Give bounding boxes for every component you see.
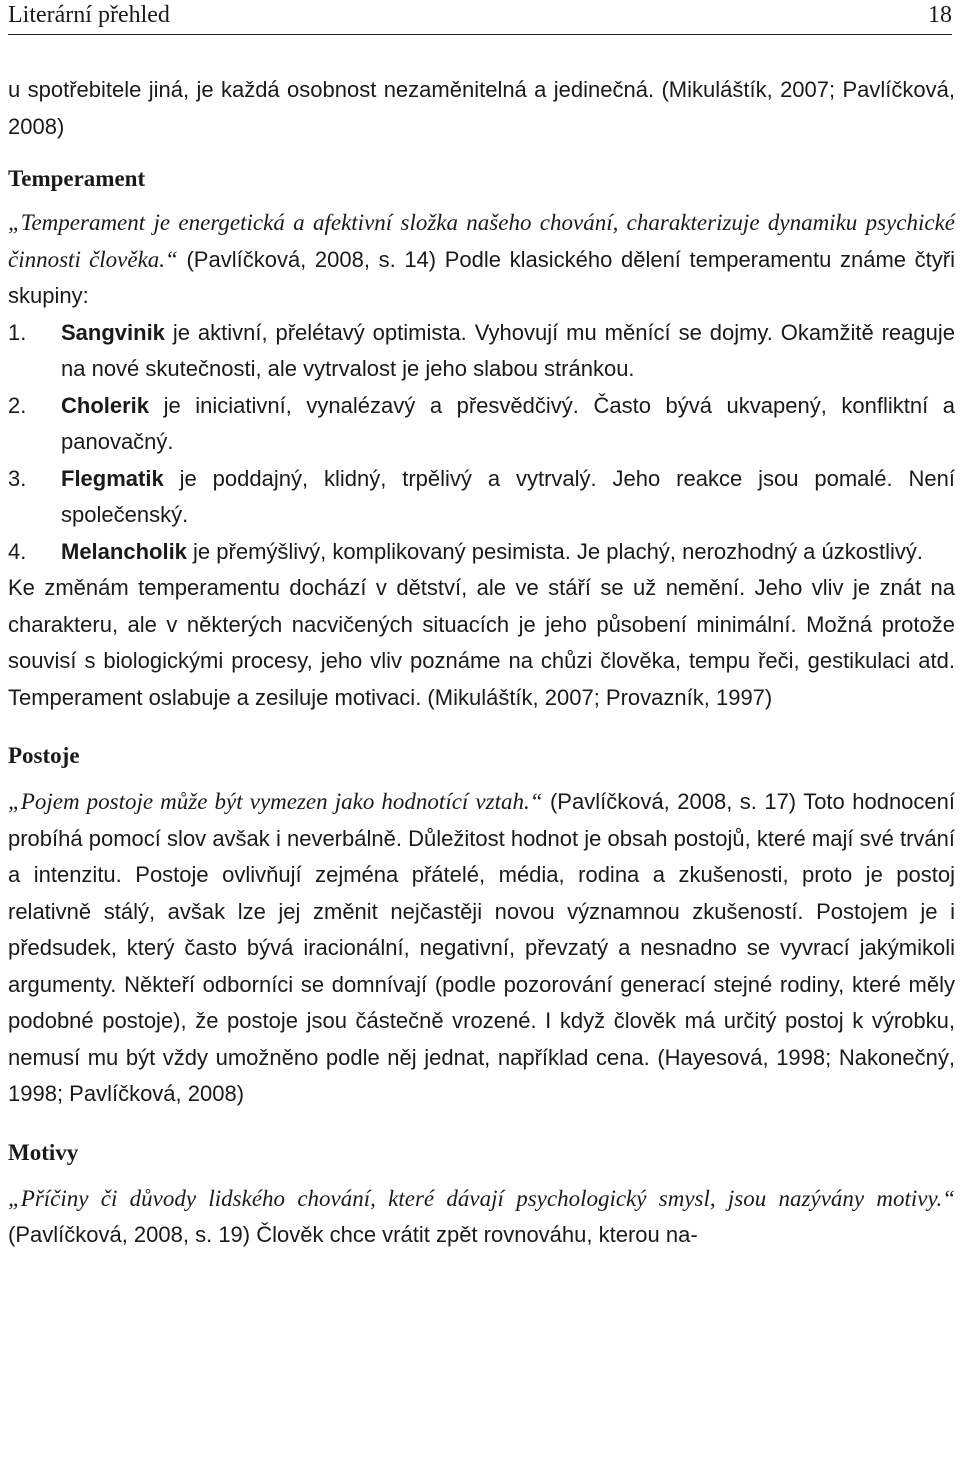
temperament-quote: „Temperament je energetická a afektivní složka našeho chování, charakterizuje dynamiku psychické činnosti člověka.“ (8, 210, 955, 272)
running-header (8, 0, 952, 35)
list-item (8, 388, 955, 461)
term-flegmatik: Flegmatik (61, 465, 164, 491)
list-item (8, 315, 955, 388)
list-number: 4. (8, 538, 27, 564)
list-item (8, 461, 955, 534)
term-melancholik: Melancholik (61, 538, 187, 564)
motivy-text: (Pavlíčková, 2008, s. 19) Člověk chce vrátit zpět rovnováhu, kterou na- (8, 1222, 698, 1247)
list-number: 1. (8, 319, 27, 345)
postoje-quote: „Pojem postoje může být vymezen jako hodnotící vztah.“ (8, 789, 543, 814)
motivy-quote: „Příčiny či důvody lidského chování, které dávají psychologický smysl, jsou nazývány motivy.“ (8, 1185, 955, 1211)
temperament-types-list (8, 315, 955, 571)
intro-paragraph: u spotřebitele jiná, je každá osobnost nezaměnitelná a jedinečná. (Mikuláštík, 2007; Pavlíčková, 2008) (8, 77, 955, 139)
list-number: 3. (8, 465, 27, 491)
heading-motivy: Motivy (8, 1139, 79, 1165)
postoje-paragraph (8, 784, 955, 1113)
term-description: je aktivní, přelétavý optimista. Vyhovují mu měnící se dojmy. Okamžitě reaguje na nové skutečnosti, ale vytrvalost je jeho slabou stránkou. (61, 319, 955, 381)
header-title: Literární přehled (8, 2, 170, 28)
term-description: je iniciativní, vynalézavý a přesvědčivý. Často bývá ukvapený, konfliktní a panovačný. (61, 392, 955, 454)
term-cholerik: Cholerik (61, 392, 150, 418)
page-body (8, 72, 955, 1254)
temperament-closing-paragraph: Ke změnám temperamentu dochází v dětství, ale ve stáří se už nemění. Jeho vliv je znát na charakteru, ale v některých nacvičených situacích je jeho působení minimální. Možná protože souvisí s biologickými procesy, jeho vliv poznáme na chůzi člověka, tempu řeči, gestikulaci atd. Temperament oslabuje a zesiluje motivaci. (Mikuláštík, 2007; Provazník, 1997) (8, 575, 955, 710)
heading-temperament: Temperament (8, 166, 146, 191)
page-number: 18 (928, 2, 952, 28)
postoje-text: (Pavlíčková, 2008, s. 17) Toto hodnocení probíhá pomocí slov avšak i neverbálně. Důležitost hodnot je obsah postojů, které mají své trvání a intenzitu. Postoje ovlivňují zejména přátelé, média, rodina a zkušenosti, proto je postoj relativně stálý, avšak lze jej změnit nejčastěji novou významnou zkušeností. Postojem je i předsudek, který často bývá iracionální, negativní, převzatý a nesnadno se vyvrací jakýmikoli argumenty. Někteří odborníci se domnívají (podle pozorování generací stejné rodiny, které měly podobné postoje), že postoje jsou částečně vrozené. I když člověk má určitý postoj k výrobku, nemusí mu být vždy umožněno podle něj jednat, například cena. (Hayesová, 1998; Nakonečný, 1998; Pavlíčková, 2008) (8, 789, 956, 1106)
temperament-definition-paragraph (8, 205, 955, 315)
heading-postoje: Postoje (8, 743, 80, 768)
term-description: je přemýšlivý, komplikovaný pesimista. Je plachý, nerozhodný a úzkostlivý. (186, 538, 923, 564)
list-number: 2. (8, 392, 27, 418)
temperament-citation-text: (Pavlíčková, 2008, s. 14) Podle klasického dělení temperamentu známe čtyři skupiny: (8, 246, 955, 308)
list-item (8, 534, 955, 571)
motivy-paragraph (8, 1181, 955, 1254)
term-sangvinik: Sangvinik (61, 319, 165, 345)
term-description: je poddajný, klidný, trpělivý a vytrvalý. Jeho reakce jsou pomalé. Není společenský. (61, 465, 955, 527)
